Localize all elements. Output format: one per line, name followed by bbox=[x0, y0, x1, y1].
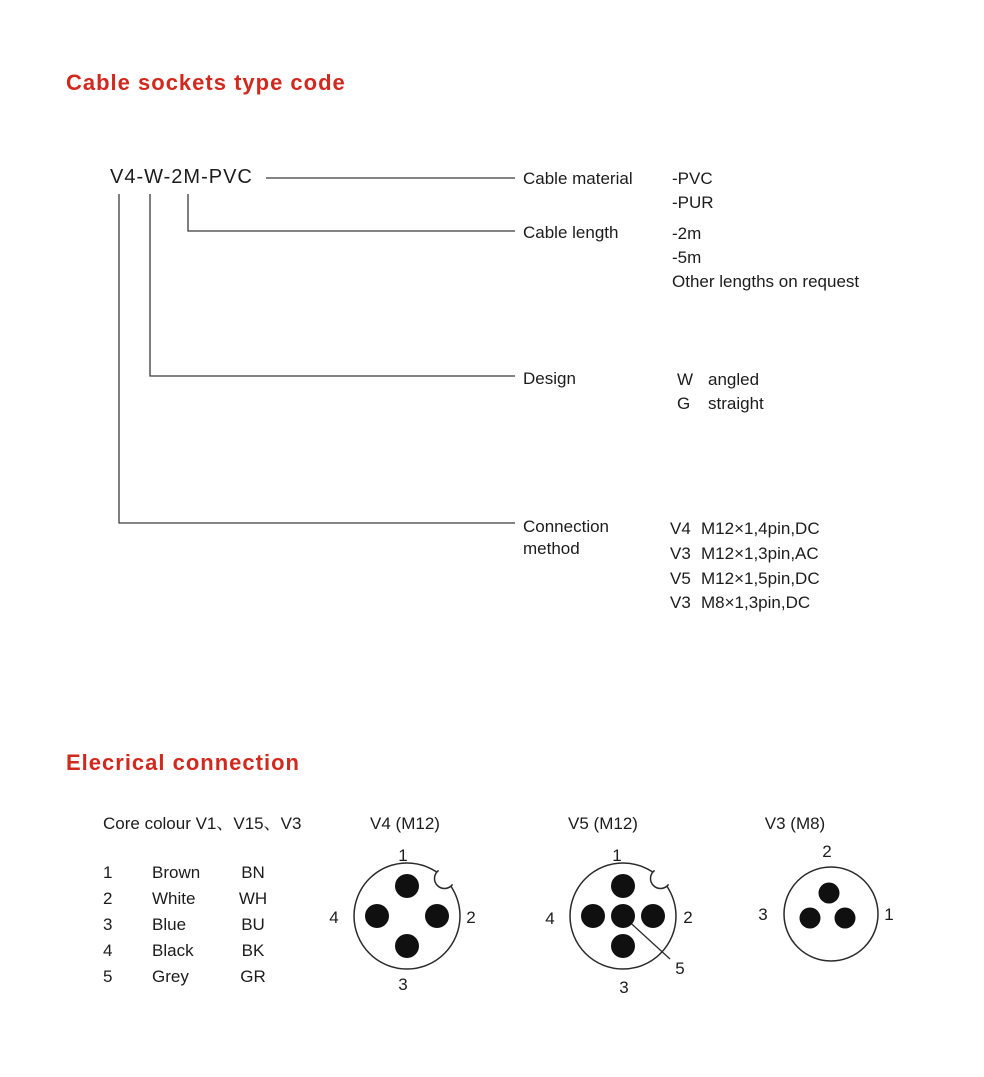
pin-label-bottom: 3 bbox=[398, 975, 408, 994]
pin-label-top: 1 bbox=[612, 846, 622, 865]
core-colour-name: Black bbox=[152, 941, 194, 960]
pin-dot-3 bbox=[611, 934, 635, 958]
value-cable-material-pvc: -PVC bbox=[672, 169, 713, 188]
line-design bbox=[150, 194, 515, 376]
core-pin-number: 3 bbox=[103, 915, 113, 934]
design-option-straight bbox=[677, 393, 764, 414]
pin-label-top: 2 bbox=[822, 842, 832, 861]
connection-option-row bbox=[670, 518, 820, 539]
connection-option-desc: M12×1,4pin,DC bbox=[701, 519, 820, 538]
pin-label-center: 5 bbox=[675, 959, 685, 978]
connector-title-v5-m12: V5 (M12) bbox=[568, 814, 638, 833]
design-option-desc: straight bbox=[708, 394, 764, 413]
core-colour-code: BU bbox=[241, 915, 265, 934]
connector-title-v3-m8: V3 (M8) bbox=[764, 814, 826, 833]
value-cable-length-2m: -2m bbox=[672, 224, 702, 243]
label-connection-method: Connection method bbox=[523, 517, 610, 558]
core-colour-row bbox=[103, 914, 273, 935]
design-option-code: G bbox=[677, 394, 691, 413]
pin-dot-top bbox=[819, 883, 840, 904]
label-cable-material: Cable material bbox=[523, 169, 633, 188]
connector-body bbox=[784, 867, 878, 961]
pin-label-right: 2 bbox=[683, 908, 693, 927]
core-colour-name: Brown bbox=[152, 863, 201, 882]
core-colour-header: Core colour V1、V15、V3 bbox=[103, 814, 302, 833]
label-cable-length: Cable length bbox=[523, 223, 619, 242]
connection-option-desc: M12×1,5pin,DC bbox=[701, 569, 820, 588]
pin-dot-2 bbox=[641, 904, 665, 928]
connector-v3-m8-pinout bbox=[746, 829, 916, 999]
core-colour-code: BK bbox=[241, 941, 265, 960]
connection-option-row bbox=[670, 592, 810, 613]
value-cable-length-5m: -5m bbox=[672, 248, 702, 267]
core-colour-code: WH bbox=[238, 889, 268, 908]
core-colour-name: Grey bbox=[152, 967, 189, 986]
pin-dot-4 bbox=[581, 904, 605, 928]
connector-title-v4-m12: V4 (M12) bbox=[370, 814, 440, 833]
connector-v5-m12-pinout bbox=[538, 831, 708, 1001]
pin-dot-1 bbox=[611, 874, 635, 898]
pin-dot-5-center bbox=[611, 904, 635, 928]
keyway-notch bbox=[651, 869, 671, 889]
line-cable-length bbox=[188, 194, 515, 231]
design-option-code: W bbox=[677, 370, 694, 389]
pin-dot-1 bbox=[395, 874, 419, 898]
core-colour-name: Blue bbox=[152, 915, 187, 934]
connection-option-code: V5 bbox=[670, 569, 691, 588]
value-cable-length-other: Other lengths on request bbox=[672, 272, 860, 291]
connection-option-row bbox=[670, 568, 820, 589]
connection-option-code: V3 bbox=[670, 593, 691, 612]
pin-label-left: 3 bbox=[758, 905, 768, 924]
value-cable-material-pur: -PUR bbox=[672, 193, 714, 212]
pin-label-left: 4 bbox=[545, 909, 555, 928]
pin-label-bottom: 3 bbox=[619, 978, 629, 997]
design-option-angled bbox=[677, 369, 759, 390]
core-pin-number: 1 bbox=[103, 863, 113, 882]
pin-label-left: 4 bbox=[329, 908, 339, 927]
design-option-desc: angled bbox=[708, 370, 760, 389]
pin-dot-left bbox=[800, 908, 821, 929]
core-pin-number: 4 bbox=[103, 941, 113, 960]
keyway-notch bbox=[435, 869, 455, 889]
core-colour-code: BN bbox=[241, 863, 265, 882]
core-pin-number: 2 bbox=[103, 889, 113, 908]
connection-option-desc: M8×1,3pin,DC bbox=[701, 593, 811, 612]
section-title-electrical-connection: Elecrical connection bbox=[66, 750, 300, 775]
pin-dot-2 bbox=[425, 904, 449, 928]
connector-v4-m12-pinout bbox=[322, 831, 492, 1001]
core-colour-row bbox=[103, 940, 273, 961]
type-code-connector-lines bbox=[0, 0, 560, 560]
connection-option-desc: M12×1,3pin,AC bbox=[701, 544, 819, 563]
pin-label-top: 1 bbox=[398, 846, 408, 865]
line-connection-method bbox=[119, 194, 515, 523]
section-title-cable-sockets-type-code: Cable sockets type code bbox=[66, 70, 346, 95]
label-design: Design bbox=[523, 369, 576, 388]
pin-dot-4 bbox=[365, 904, 389, 928]
core-colour-name: White bbox=[152, 889, 196, 908]
pin-dot-right bbox=[835, 908, 856, 929]
pin-dot-3 bbox=[395, 934, 419, 958]
type-code-text: V4-W-2M-PVC bbox=[110, 166, 253, 188]
core-colour-code: GR bbox=[240, 967, 266, 986]
connection-option-code: V3 bbox=[670, 544, 691, 563]
core-colour-row bbox=[103, 966, 273, 987]
core-colour-row bbox=[103, 888, 273, 909]
pin-label-right: 2 bbox=[466, 908, 476, 927]
pin-label-right: 1 bbox=[884, 905, 894, 924]
connection-option-code: V4 bbox=[670, 519, 691, 538]
core-colour-row bbox=[103, 862, 273, 883]
core-pin-number: 5 bbox=[103, 967, 113, 986]
connection-option-row bbox=[670, 543, 819, 564]
